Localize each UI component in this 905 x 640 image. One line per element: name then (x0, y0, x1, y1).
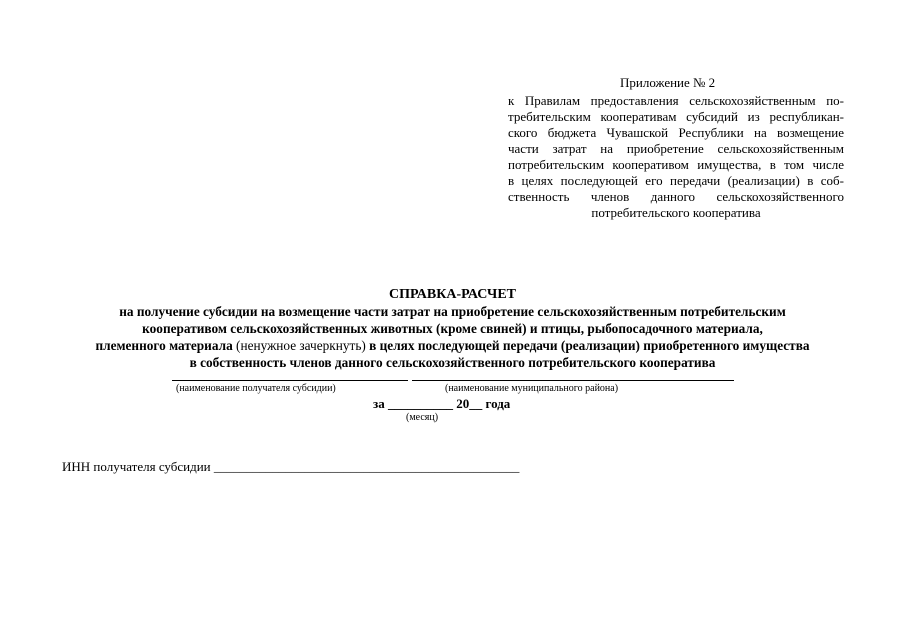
annex-line: потребительским кооперативом имущества, в том числе (508, 157, 844, 172)
month-field[interactable]: __________ (387, 396, 453, 411)
annex-line: потребительского кооператива (591, 205, 761, 220)
period-suffix: года (485, 396, 511, 411)
inn-field[interactable]: _______________________________________________ (213, 459, 520, 474)
subtitle-line: на получение субсидии на возмещение части затрат на приобретение сельскохозяйственным потребительским (119, 304, 786, 319)
annex-title: Приложение № 2 (620, 75, 716, 90)
district-caption: (наименование муниципального района) (445, 383, 619, 394)
period-row (373, 396, 510, 412)
subtitle-line (40, 337, 865, 354)
strike-out-note: (ненужное зачеркнуть) (236, 338, 366, 353)
annex-line: части затрат на приобретение сельскохозяйственным (508, 141, 844, 156)
recipient-name-field[interactable] (172, 380, 408, 381)
recipient-caption: (наименование получателя субсидии) (176, 383, 336, 394)
inn-label: ИНН получателя субсидии (62, 459, 211, 474)
annex-line: требительским кооперативам субсидий из республикан- (508, 109, 844, 124)
subtitle-line: в собственность членов данного сельскохозяйственного потребительского кооператива (189, 355, 716, 370)
document-subtitle (40, 303, 865, 371)
month-caption: (месяц) (406, 412, 439, 423)
annex-line: к Правилам предоставления сельскохозяйственным по- (508, 93, 844, 108)
period-prefix: за (373, 396, 385, 411)
subtitle-line: кооперативом сельскохозяйственных животных (кроме свиней) и птицы, рыбопосадочного материала, (142, 321, 763, 336)
inn-row (62, 459, 519, 475)
annex-line: ственность членов данного сельскохозяйственного (508, 189, 844, 204)
year-field[interactable]: 20__ (456, 396, 483, 411)
annex-line: ского бюджета Чувашской Республики на возмещение (508, 125, 844, 140)
annex-line: в целях последующей его передачи (реализации) в соб- (508, 173, 844, 188)
subtitle-line-part: племенного материала (95, 338, 237, 353)
annex-body (508, 93, 844, 221)
document-title: СПРАВКА-РАСЧЕТ (388, 287, 517, 302)
district-name-field[interactable] (412, 380, 734, 381)
subtitle-line-part: в целях последующей передачи (реализации) приобретенного имущества (365, 338, 810, 353)
